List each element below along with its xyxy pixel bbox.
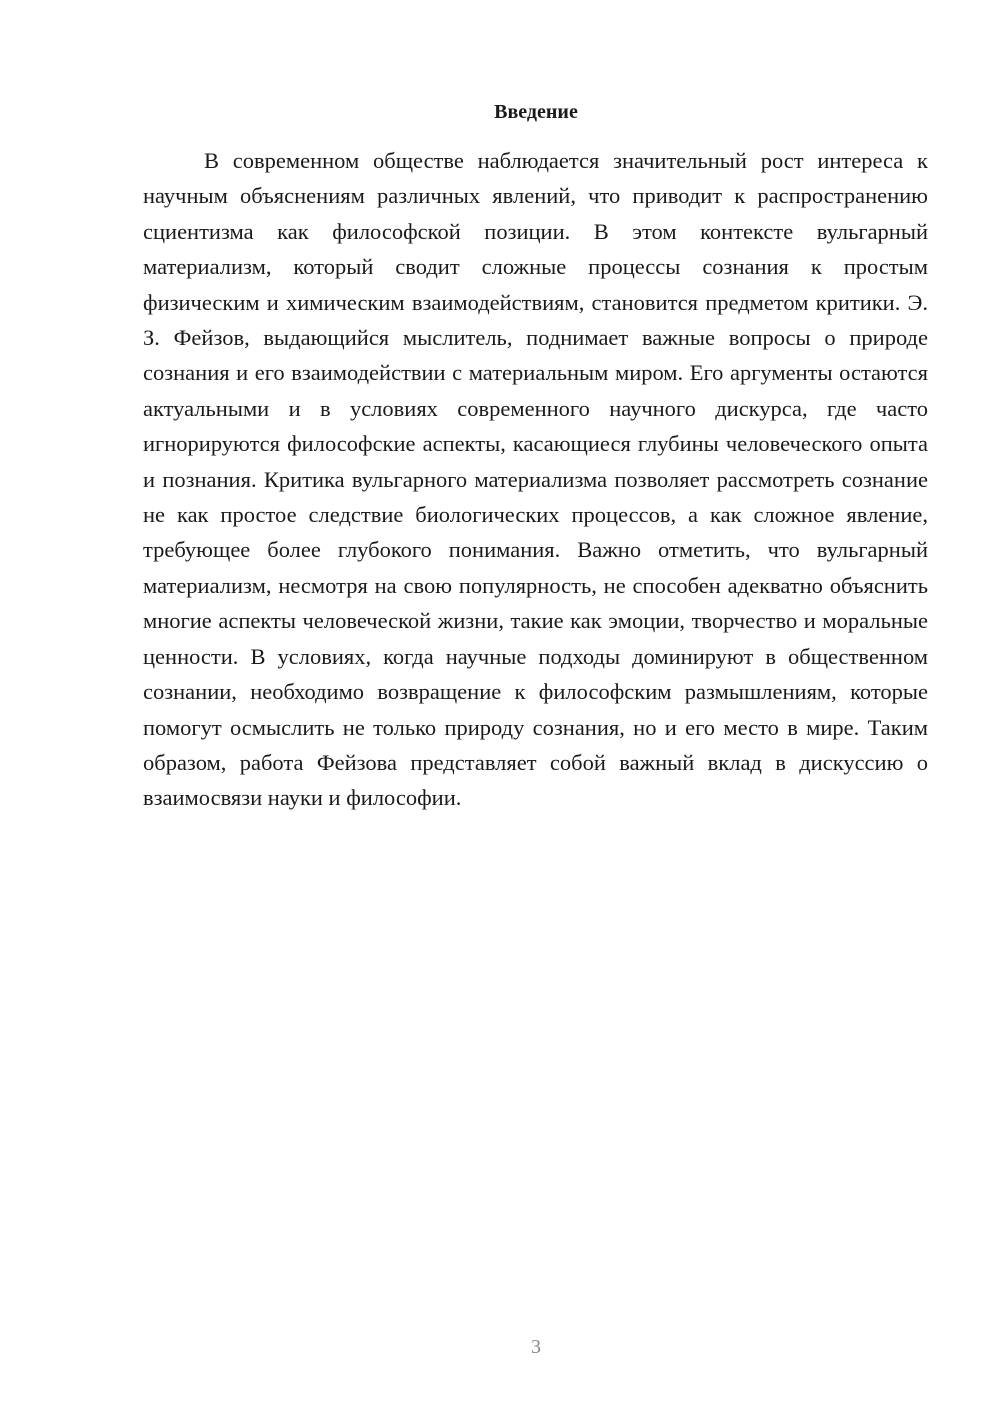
body-paragraph: В современном обществе наблюдается значительный рост интереса к научным объяснениям различных явлений, что приводит к распространению сциентизма как философской позиции. В этом контексте вульгарный материализм, который сводит сложные процессы сознания к простым физическим и химическим взаимодействиям, становится предметом критики. Э. З. Фейзов, выдающийся мыслитель, поднимает важные вопросы о природе сознания и его взаимодействии с материальным миром. Его аргументы остаются актуальными и в условиях современного научного дискурса, где часто игнорируются философские аспекты, касающиеся глубины человеческого опыта и познания. Критика вульгарного материализма позволяет рассмотреть сознание не как простое следствие биологических процессов, а как сложное явление, требующее более глубокого понимания. Важно отметить, что вульгарный материализм, несмотря на свою популярность, не способен адекватно объяснить многие аспекты человеческой жизни, такие как эмоции, творчество и моральные ценности. В условиях, когда научные подходы доминируют в общественном сознании, необходимо возвращение к философским размышлениям, которые помогут осмыслить не только природу сознания, но и его место в мире. Таким образом, работа Фейзова представляет собой важный вклад в дискуссию о взаимосвязи науки и философии. — [143, 148, 928, 811]
page-number: 3 — [531, 1336, 541, 1358]
section-heading: Введение — [494, 101, 578, 123]
